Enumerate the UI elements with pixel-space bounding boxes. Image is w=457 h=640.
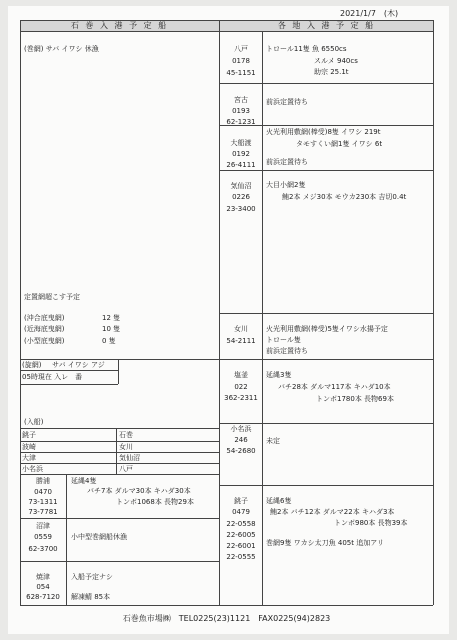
port-line: トンボ1780本 長物69本 <box>316 395 394 403</box>
senmou-label: (旋網) <box>22 361 42 369</box>
arrival-line <box>20 452 219 453</box>
trawl-row-value: 10 隻 <box>102 325 121 333</box>
senmou-divider <box>118 359 119 384</box>
port-code: 022 <box>234 383 248 391</box>
left-header: 石 巻 入 港 予 定 船 <box>70 21 169 30</box>
port-name: 気仙沼 <box>230 182 252 190</box>
port-phone: 62-1231 <box>226 118 256 126</box>
port-line: 大目小網2隻 <box>266 181 306 189</box>
port-name: 八戸 <box>234 45 248 53</box>
arrival-port: 気仙沼 <box>119 454 140 462</box>
arrival-line <box>20 463 219 464</box>
port-line: 解凍鯖 85本 <box>71 593 111 601</box>
port-line: 延縄6隻 <box>266 497 292 505</box>
trawl-row-value: 0 隻 <box>102 337 116 345</box>
port-line: 鮪2本 バチ12本 ダルマ22本 キハダ3本 <box>270 508 395 516</box>
arrival-port: 八戸 <box>119 465 133 473</box>
port-line: 火光利用敷網(棒受)5隻イワシ水揚予定 <box>266 325 388 333</box>
trawl-row-name: (沖合底曳網) <box>24 314 65 322</box>
frame-top <box>20 20 433 21</box>
port-line-sep <box>220 170 433 171</box>
footer-contact: 石巻魚市場㈱ TEL0225(23)1121 FAX0225(94)2823 <box>122 614 331 623</box>
arrival-title: (入船) <box>24 418 44 426</box>
port-code: 0193 <box>232 107 250 115</box>
header-bottom <box>20 31 433 32</box>
senmou-species: サバ イワシ アジ <box>52 361 105 369</box>
port-code: 054 <box>36 583 50 591</box>
port-line-sep <box>20 518 219 519</box>
port-line: トンボ1068本 長物29本 <box>116 498 194 506</box>
port-line: 前浜定置待ち <box>266 98 308 106</box>
senmou-top-line <box>20 359 219 360</box>
port-phone: 22-6001 <box>226 542 256 550</box>
trawl-row-value: 12 隻 <box>102 314 121 322</box>
port-line: トロール11隻 魚 6550cs <box>266 45 347 53</box>
arrival-line <box>20 474 219 475</box>
port-code: 0192 <box>232 150 250 158</box>
port-line-sep <box>220 83 433 84</box>
port-phone: 22-0558 <box>226 520 256 528</box>
port-line-sep <box>220 359 433 360</box>
port-phone: 62-3700 <box>28 545 58 553</box>
port-phone: 73-1311 <box>28 498 58 506</box>
port-line-sep <box>220 423 433 424</box>
port-line: タモすくい網1隻 イワシ 6t <box>296 140 383 148</box>
port-phone: 22-0555 <box>226 553 256 561</box>
report-date: 2021/1/7 (木) <box>340 9 399 18</box>
port-phone: 54-2111 <box>226 337 256 345</box>
port-line-sep <box>220 313 433 314</box>
port-line: 火光利用敷網(棒受)8隻 イワシ 219t <box>266 128 381 136</box>
port-phone: 26-4111 <box>226 161 256 169</box>
port-name: 焼津 <box>36 573 50 581</box>
port-name: 銚子 <box>234 497 248 505</box>
port-line: 鮪2本 メジ30本 モウカ230本 吉切0.4t <box>282 193 407 201</box>
port-code: 0226 <box>232 193 250 201</box>
port-code: 0470 <box>34 488 52 496</box>
left-port-divider <box>66 474 67 605</box>
port-line: 延縄4隻 <box>71 477 97 485</box>
port-line: トロール隻 <box>266 336 301 344</box>
senmou-note: 05時現在 入レ 番 <box>22 373 83 381</box>
port-line: 前浜定置待ち <box>266 158 308 166</box>
port-line-sep <box>220 485 433 486</box>
set-net-title: 定置網超こす予定 <box>24 293 80 301</box>
arrival-port: 石巻 <box>119 431 133 439</box>
port-name: 沼津 <box>36 522 50 530</box>
frame-right <box>433 20 434 605</box>
port-line-sep <box>220 125 433 126</box>
port-name: 女川 <box>234 325 248 333</box>
arrival-port: 小名浜 <box>22 465 43 473</box>
port-line: 小中型巻網船休漁 <box>71 533 127 541</box>
port-line: 巻網9隻 ワカシ太刀魚 405t 追加アリ <box>266 539 384 547</box>
trawl-row-name: (近海底曳網) <box>24 325 65 333</box>
port-code: 0479 <box>232 508 250 516</box>
senmou-bottom-line <box>20 384 118 385</box>
arrival-line <box>20 441 219 442</box>
port-line: バチ7本 ダルマ30本 キハダ30本 <box>87 487 191 495</box>
port-line: 前浜定置待ち <box>266 347 308 355</box>
port-code: 0178 <box>232 57 250 65</box>
port-name: 小名浜 <box>230 425 252 433</box>
right-header: 各 地 入 港 予 定 船 <box>277 21 376 30</box>
port-line: 未定 <box>266 437 280 445</box>
port-line: 助宗 25.1t <box>314 68 349 76</box>
port-name: 勝浦 <box>36 477 50 485</box>
senmou-mid-line <box>20 370 118 371</box>
purse-seine-status: (巻網) サバ イワシ 休漁 <box>24 45 99 53</box>
frame-bottom <box>20 605 433 606</box>
port-name: 大船渡 <box>230 139 252 147</box>
port-phone: 362-2311 <box>224 394 258 402</box>
arrival-port: 大津 <box>22 454 36 462</box>
arrival-port: 女川 <box>119 443 133 451</box>
port-line: 延縄3隻 <box>266 371 292 379</box>
port-phone: 54-2680 <box>226 447 256 455</box>
port-phone: 73-7781 <box>28 508 58 516</box>
trawl-row-name: (小型底曳網) <box>24 337 65 345</box>
arrival-port: 銚子 <box>22 431 36 439</box>
port-line: バチ28本 ダルマ117本 キハダ10本 <box>278 383 391 391</box>
port-name: 塩釜 <box>234 371 248 379</box>
port-code: 246 <box>234 436 248 444</box>
port-line-sep <box>20 561 219 562</box>
port-code: 0559 <box>34 533 52 541</box>
right-port-divider <box>262 31 263 605</box>
port-line: 入船予定ナシ <box>71 573 113 581</box>
port-phone: 22-6005 <box>226 531 256 539</box>
arrival-divider <box>116 428 117 474</box>
port-phone: 23-3400 <box>226 205 256 213</box>
arrival-line <box>20 428 219 429</box>
port-line: トンボ980本 長物39本 <box>334 519 408 527</box>
port-phone: 628-7120 <box>26 593 60 601</box>
port-phone: 45-1151 <box>226 69 256 77</box>
arrival-port: 波崎 <box>22 443 36 451</box>
port-line: スルメ 940cs <box>314 57 358 65</box>
port-name: 宮古 <box>234 96 248 104</box>
